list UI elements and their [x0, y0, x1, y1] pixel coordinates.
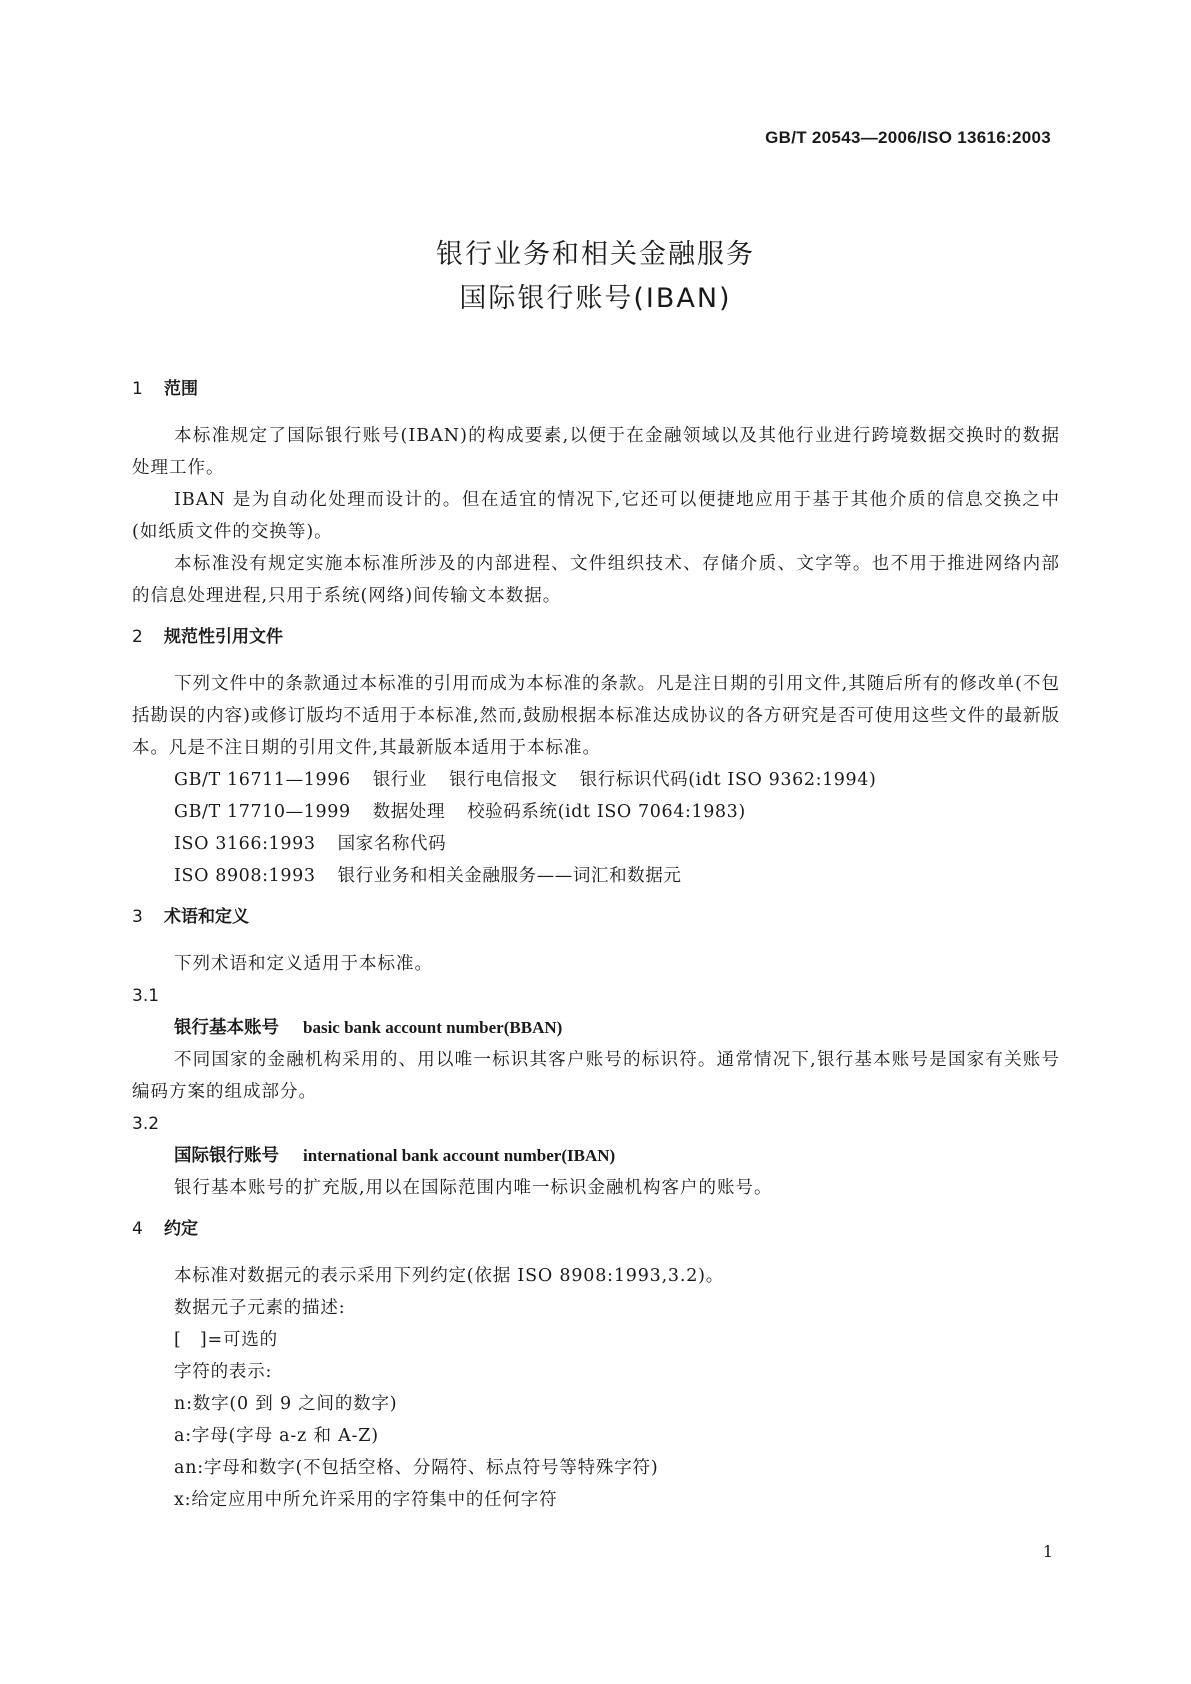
section-title: 范围	[164, 379, 198, 399]
paragraph: 本标准规定了国际银行账号(IBAN)的构成要素,以便于在金融领域以及其他行业进行跨境数据交换时的数据处理工作。	[132, 426, 1060, 478]
term-entry	[132, 1140, 1060, 1172]
convention-line: 字符的表示:	[174, 1362, 273, 1382]
paragraph: 下列文件中的条款通过本标准的引用而成为本标准的条款。凡是注日期的引用文件,其随后所有的修改单(不包括勘误的内容)或修订版均不适用于本标准,然而,鼓励根据本标准达成协议的各方研究是否可使用这些文件的最新版本。凡是不注日期的引用文件,其最新版本适用于本标准。	[132, 674, 1060, 758]
reference-code: GB/T 16711—1996	[174, 770, 351, 790]
title-line-1: 银行业务和相关金融服务	[436, 239, 755, 270]
term-en: international bank account number(IBAN)	[303, 1146, 616, 1165]
reference-item	[132, 764, 1060, 796]
title-line-2: 国际银行账号(IBAN)	[459, 283, 732, 314]
reference-code: ISO 8908:1993	[174, 866, 316, 886]
document-body	[132, 374, 1060, 1516]
convention-line: x:给定应用中所允许采用的字符集中的任何字符	[174, 1490, 558, 1510]
section-number: 3	[132, 907, 143, 927]
reference-code: GB/T 17710—1999	[174, 802, 351, 822]
clause-number: 3.1	[132, 986, 160, 1006]
section-title: 规范性引用文件	[164, 627, 283, 647]
convention-line: an:字母和数字(不包括空格、分隔符、标点符号等特殊字符)	[174, 1458, 659, 1478]
term-zh: 银行基本账号	[174, 1018, 279, 1038]
reference-item	[132, 796, 1060, 828]
term-entry	[132, 1012, 1060, 1044]
section-title: 术语和定义	[164, 907, 249, 927]
section-title: 约定	[164, 1219, 198, 1239]
term-en: basic bank account number(BBAN)	[303, 1018, 563, 1037]
section-heading-normative-references	[132, 622, 1060, 652]
section-heading-conventions	[132, 1214, 1060, 1244]
section-heading-scope	[132, 374, 1060, 404]
term-definition: 银行基本账号的扩充版,用以在国际范围内唯一标识金融机构客户的账号。	[174, 1178, 773, 1198]
section-number: 1	[132, 379, 143, 399]
convention-line: a:字母(字母 a-z 和 A-Z)	[174, 1426, 379, 1446]
paragraph: 本标准没有规定实施本标准所涉及的内部进程、文件组织技术、存储介质、文字等。也不用于推进网络内部的信息处理进程,只用于系统(网络)间传输文本数据。	[132, 554, 1060, 606]
paragraph: 下列术语和定义适用于本标准。	[174, 954, 433, 974]
reference-code: ISO 3166:1993	[174, 834, 316, 854]
reference-title-part: 国家名称代码	[337, 834, 447, 854]
reference-title-part: 数据处理	[372, 802, 446, 822]
paragraph: IBAN 是为自动化处理而设计的。但在适宜的情况下,它还可以便捷地应用于基于其他介质的信息交换之中(如纸质文件的交换等)。	[132, 490, 1060, 542]
term-zh: 国际银行账号	[174, 1146, 279, 1166]
section-heading-terms-definitions	[132, 902, 1060, 932]
convention-line: [ ]=可选的	[174, 1330, 278, 1350]
convention-line: 本标准对数据元的表示采用下列约定(依据 ISO 8908:1993,3.2)。	[174, 1266, 725, 1286]
standard-number: GB/T 20543—2006/ISO 13616:2003	[765, 128, 1051, 147]
reference-title-part: 银行标识代码(idt ISO 9362:1994)	[579, 770, 877, 790]
convention-line: n:数字(0 到 9 之间的数字)	[174, 1394, 398, 1414]
section-number: 2	[132, 627, 143, 647]
reference-item	[132, 860, 1060, 892]
clause-number: 3.2	[132, 1114, 160, 1134]
term-definition: 不同国家的金融机构采用的、用以唯一标识其客户账号的标识符。通常情况下,银行基本账号是国家有关账号编码方案的组成部分。	[132, 1050, 1060, 1102]
reference-title-part: 银行电信报文	[449, 770, 558, 790]
reference-item	[132, 828, 1060, 860]
page-number: 1	[1042, 1542, 1053, 1561]
reference-title-part: 银行业	[372, 770, 427, 790]
section-number: 4	[132, 1219, 143, 1239]
convention-line: 数据元子元素的描述:	[174, 1298, 346, 1318]
reference-title-part: 银行业务和相关金融服务——词汇和数据元	[337, 866, 682, 886]
reference-title-part: 校验码系统(idt ISO 7064:1983)	[467, 802, 746, 822]
